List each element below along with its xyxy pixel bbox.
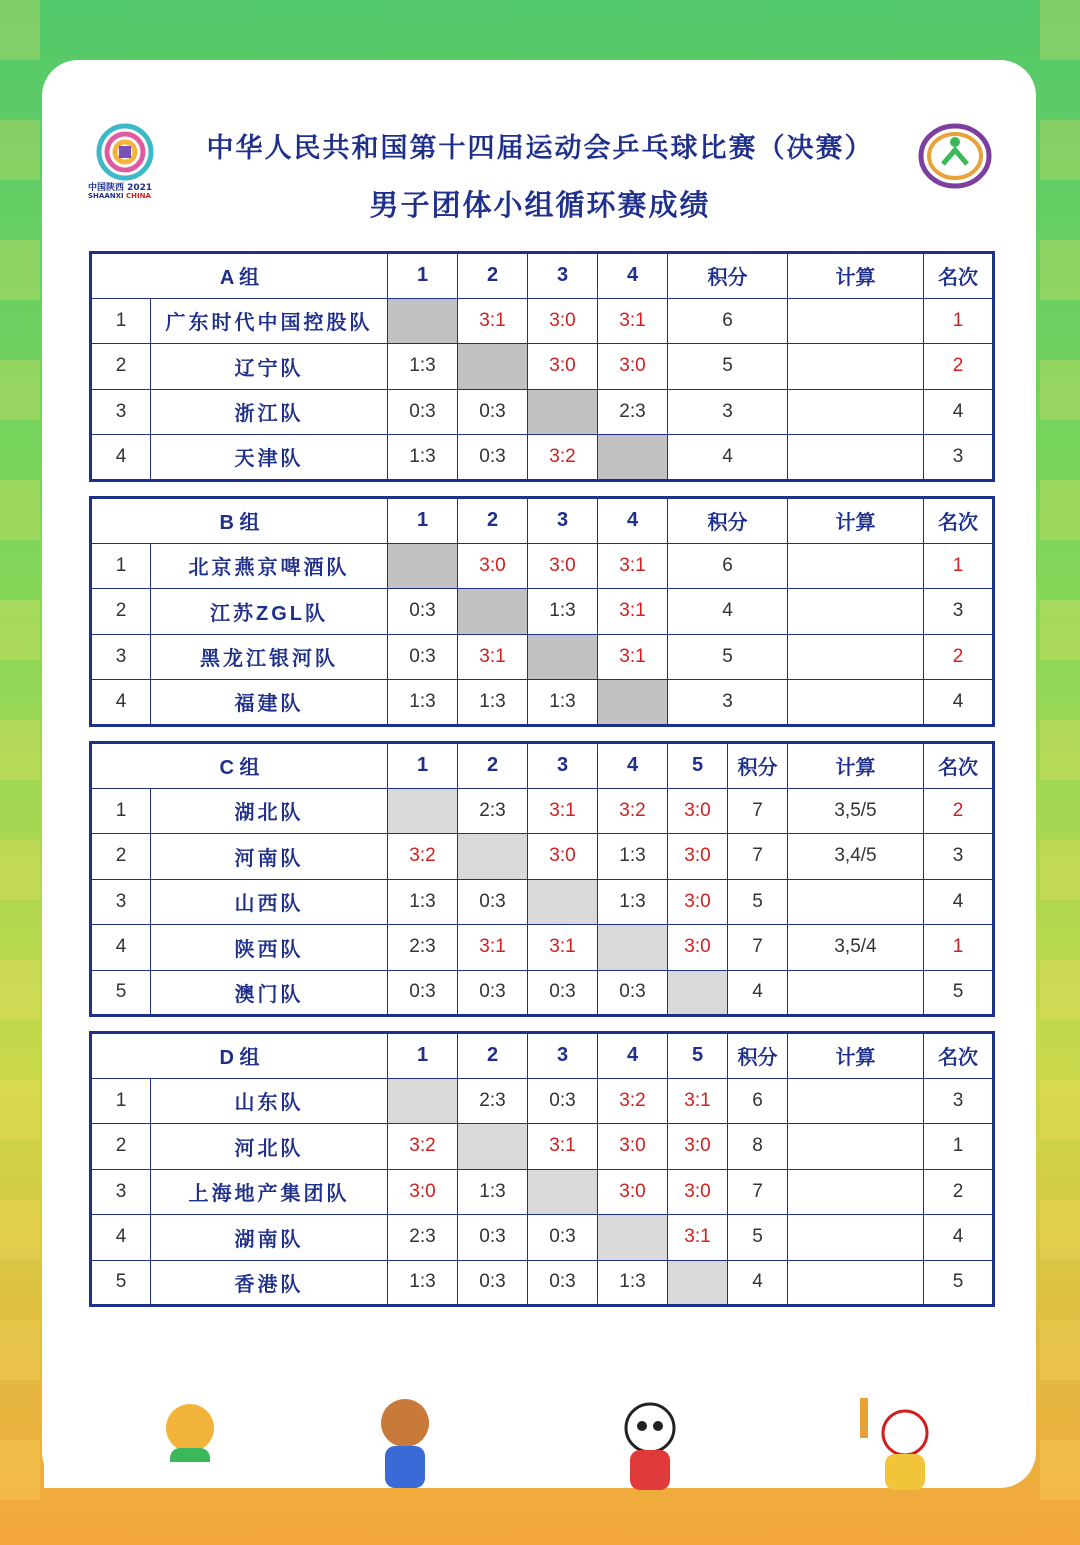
- match-score: 2:3: [458, 788, 528, 834]
- self-match-cell: [598, 1215, 668, 1261]
- row-number: 2: [91, 1124, 151, 1170]
- table-row: [91, 1169, 994, 1215]
- page-title: 中华人民共和国第十四届运动会乒乓球比赛（决赛）: [206, 133, 874, 164]
- row-number: 4: [91, 435, 151, 481]
- self-match-cell: [668, 1260, 728, 1306]
- match-score: 3:0: [598, 344, 668, 390]
- self-match-cell: [458, 834, 528, 880]
- match-score: 0:3: [458, 1260, 528, 1306]
- match-score: 3:0: [668, 925, 728, 971]
- match-score: 0:3: [528, 1260, 598, 1306]
- self-match-cell: [598, 435, 668, 481]
- table-row: [91, 879, 994, 925]
- self-match-cell: [598, 925, 668, 971]
- bottom-white-bar: [44, 1462, 304, 1488]
- column-header-opponent: 1: [388, 743, 458, 789]
- group-header-row: [91, 1033, 994, 1079]
- points-value: 7: [728, 1169, 788, 1215]
- rank-value: 1: [924, 298, 994, 344]
- column-header-opponent: 3: [528, 1033, 598, 1079]
- table-row: [91, 344, 994, 390]
- self-match-cell: [528, 879, 598, 925]
- match-score: 3:0: [528, 298, 598, 344]
- column-header-points: 积分: [728, 1033, 788, 1079]
- match-score: 3:1: [598, 634, 668, 680]
- match-score: 1:3: [388, 680, 458, 726]
- calc-value: [788, 1260, 924, 1306]
- points-value: 5: [728, 879, 788, 925]
- match-score: 3:1: [598, 589, 668, 635]
- team-name: 浙江队: [151, 389, 388, 435]
- points-value: 8: [728, 1124, 788, 1170]
- points-value: 5: [668, 344, 788, 390]
- points-value: 4: [668, 435, 788, 481]
- rank-value: 2: [924, 1169, 994, 1215]
- calc-value: [788, 435, 924, 481]
- group-name: C 组: [91, 743, 388, 789]
- match-score: 0:3: [598, 970, 668, 1016]
- team-name: 陕西队: [151, 925, 388, 971]
- column-header-rank: 名次: [924, 253, 994, 299]
- calc-value: [788, 543, 924, 589]
- rank-value: 5: [924, 1260, 994, 1306]
- table-row: [91, 1215, 994, 1261]
- column-header-points: 积分: [668, 498, 788, 544]
- group-table: [89, 741, 995, 1017]
- calc-value: [788, 389, 924, 435]
- match-score: 3:1: [458, 298, 528, 344]
- row-number: 3: [91, 1169, 151, 1215]
- rank-value: 4: [924, 879, 994, 925]
- match-score: 2:3: [388, 925, 458, 971]
- table-row: [91, 589, 994, 635]
- calc-value: [788, 970, 924, 1016]
- match-score: 3:0: [528, 344, 598, 390]
- points-value: 7: [728, 834, 788, 880]
- match-score: 1:3: [458, 1169, 528, 1215]
- column-header-opponent: 4: [598, 1033, 668, 1079]
- column-header-opponent: 1: [388, 498, 458, 544]
- table-row: [91, 634, 994, 680]
- column-header-opponent: 4: [598, 253, 668, 299]
- team-name: 天津队: [151, 435, 388, 481]
- column-header-opponent: 1: [388, 253, 458, 299]
- table-row: [91, 788, 994, 834]
- decor-stripe-right: [1040, 0, 1080, 1545]
- self-match-cell: [598, 680, 668, 726]
- match-score: 0:3: [528, 970, 598, 1016]
- rank-value: 4: [924, 680, 994, 726]
- column-header-opponent: 4: [598, 743, 668, 789]
- rank-value: 3: [924, 589, 994, 635]
- calc-value: 3,5/5: [788, 788, 924, 834]
- points-value: 4: [728, 1260, 788, 1306]
- match-score: 3:1: [458, 634, 528, 680]
- match-score: 1:3: [598, 879, 668, 925]
- self-match-cell: [388, 298, 458, 344]
- team-name: 香港队: [151, 1260, 388, 1306]
- team-name: 黑龙江银河队: [151, 634, 388, 680]
- match-score: 3:0: [668, 1169, 728, 1215]
- match-score: 3:0: [528, 834, 598, 880]
- match-score: 3:0: [598, 1124, 668, 1170]
- points-value: 3: [668, 680, 788, 726]
- match-score: 3:0: [668, 834, 728, 880]
- match-score: 3:1: [668, 1078, 728, 1124]
- points-value: 6: [668, 298, 788, 344]
- column-header-opponent: 2: [458, 1033, 528, 1079]
- table-row: [91, 543, 994, 589]
- calc-value: [788, 1215, 924, 1261]
- group-header-row: [91, 253, 994, 299]
- rank-value: 4: [924, 1215, 994, 1261]
- group-table: [89, 1031, 995, 1307]
- decor-stripe-left: [0, 0, 40, 1545]
- group-header-row: [91, 498, 994, 544]
- points-value: 6: [728, 1078, 788, 1124]
- self-match-cell: [388, 788, 458, 834]
- row-number: 5: [91, 1260, 151, 1306]
- group-name: A 组: [91, 253, 388, 299]
- row-number: 1: [91, 543, 151, 589]
- table-row: [91, 1260, 994, 1306]
- match-score: 3:0: [528, 543, 598, 589]
- points-value: 4: [728, 970, 788, 1016]
- match-score: 3:0: [668, 879, 728, 925]
- row-number: 4: [91, 1215, 151, 1261]
- column-header-opponent: 1: [388, 1033, 458, 1079]
- match-score: 2:3: [598, 389, 668, 435]
- match-score: 3:0: [458, 543, 528, 589]
- column-header-opponent: 5: [668, 743, 728, 789]
- group-header-row: [91, 743, 994, 789]
- self-match-cell: [388, 1078, 458, 1124]
- table-row: [91, 389, 994, 435]
- match-score: 1:3: [388, 435, 458, 481]
- row-number: 1: [91, 298, 151, 344]
- column-header-points: 积分: [668, 253, 788, 299]
- column-header-calc: 计算: [788, 1033, 924, 1079]
- column-header-calc: 计算: [788, 498, 924, 544]
- table-row: [91, 1078, 994, 1124]
- match-score: 1:3: [598, 1260, 668, 1306]
- match-score: 3:0: [668, 788, 728, 834]
- rank-value: 1: [924, 1124, 994, 1170]
- row-number: 5: [91, 970, 151, 1016]
- self-match-cell: [668, 970, 728, 1016]
- calc-value: 3,4/5: [788, 834, 924, 880]
- column-header-points: 积分: [728, 743, 788, 789]
- match-score: 0:3: [528, 1078, 598, 1124]
- self-match-cell: [458, 589, 528, 635]
- match-score: 0:3: [388, 634, 458, 680]
- column-header-rank: 名次: [924, 743, 994, 789]
- match-score: 3:2: [528, 435, 598, 481]
- table-row: [91, 680, 994, 726]
- page-subtitle: 男子团体小组循环赛成绩: [369, 188, 711, 222]
- calc-value: [788, 680, 924, 726]
- points-value: 5: [668, 634, 788, 680]
- match-score: 3:2: [598, 1078, 668, 1124]
- match-score: 3:1: [528, 788, 598, 834]
- column-header-opponent: 3: [528, 743, 598, 789]
- match-score: 3:1: [528, 1124, 598, 1170]
- match-score: 3:1: [598, 543, 668, 589]
- logo-text-line1: 中国陕西 2021: [88, 183, 153, 193]
- team-name: 湖北队: [151, 788, 388, 834]
- match-score: 0:3: [458, 389, 528, 435]
- calc-value: [788, 879, 924, 925]
- calc-value: [788, 1078, 924, 1124]
- match-score: 0:3: [458, 1215, 528, 1261]
- match-score: 3:0: [388, 1169, 458, 1215]
- match-score: 1:3: [388, 344, 458, 390]
- rank-value: 3: [924, 435, 994, 481]
- match-score: 2:3: [388, 1215, 458, 1261]
- team-name: 辽宁队: [151, 344, 388, 390]
- team-name: 山西队: [151, 879, 388, 925]
- row-number: 1: [91, 1078, 151, 1124]
- team-name: 湖南队: [151, 1215, 388, 1261]
- self-match-cell: [528, 634, 598, 680]
- rank-value: 2: [924, 634, 994, 680]
- column-header-opponent: 2: [458, 743, 528, 789]
- match-score: 1:3: [528, 589, 598, 635]
- calc-value: [788, 634, 924, 680]
- table-row: [91, 925, 994, 971]
- match-score: 1:3: [388, 1260, 458, 1306]
- match-score: 3:0: [598, 1169, 668, 1215]
- match-score: 0:3: [528, 1215, 598, 1261]
- table-row: [91, 970, 994, 1016]
- match-score: 2:3: [458, 1078, 528, 1124]
- match-score: 3:1: [598, 298, 668, 344]
- column-header-opponent: 2: [458, 253, 528, 299]
- team-name: 河南队: [151, 834, 388, 880]
- match-score: 1:3: [458, 680, 528, 726]
- calc-value: [788, 344, 924, 390]
- match-score: 3:1: [458, 925, 528, 971]
- match-score: 0:3: [388, 970, 458, 1016]
- row-number: 3: [91, 879, 151, 925]
- self-match-cell: [528, 389, 598, 435]
- calc-value: 3,5/4: [788, 925, 924, 971]
- logo-text-shaanxi: SHAANXI: [88, 192, 124, 200]
- self-match-cell: [458, 1124, 528, 1170]
- points-value: 4: [668, 589, 788, 635]
- row-number: 2: [91, 834, 151, 880]
- match-score: 0:3: [388, 389, 458, 435]
- points-value: 3: [668, 389, 788, 435]
- group-table: [89, 496, 995, 727]
- rank-value: 2: [924, 344, 994, 390]
- team-name: 澳门队: [151, 970, 388, 1016]
- match-score: 0:3: [458, 879, 528, 925]
- team-name: 福建队: [151, 680, 388, 726]
- points-value: 7: [728, 788, 788, 834]
- team-name: 广东时代中国控股队: [151, 298, 388, 344]
- column-header-rank: 名次: [924, 1033, 994, 1079]
- team-name: 北京燕京啤酒队: [151, 543, 388, 589]
- column-header-rank: 名次: [924, 498, 994, 544]
- match-score: 0:3: [458, 970, 528, 1016]
- points-value: 7: [728, 925, 788, 971]
- rank-value: 3: [924, 1078, 994, 1124]
- column-header-opponent: 5: [668, 1033, 728, 1079]
- row-number: 4: [91, 925, 151, 971]
- row-number: 2: [91, 589, 151, 635]
- group-table: [89, 251, 995, 482]
- team-name: 河北队: [151, 1124, 388, 1170]
- rank-value: 1: [924, 925, 994, 971]
- row-number: 2: [91, 344, 151, 390]
- team-name: 上海地产集团队: [151, 1169, 388, 1215]
- rank-value: 2: [924, 788, 994, 834]
- self-match-cell: [388, 543, 458, 589]
- match-score: 1:3: [388, 879, 458, 925]
- row-number: 4: [91, 680, 151, 726]
- calc-value: [788, 1169, 924, 1215]
- match-score: 3:2: [388, 1124, 458, 1170]
- calc-value: [788, 1124, 924, 1170]
- match-score: 0:3: [388, 589, 458, 635]
- row-number: 3: [91, 634, 151, 680]
- column-header-calc: 计算: [788, 743, 924, 789]
- rank-value: 1: [924, 543, 994, 589]
- rank-value: 3: [924, 834, 994, 880]
- table-row: [91, 1124, 994, 1170]
- match-score: 3:2: [598, 788, 668, 834]
- self-match-cell: [458, 344, 528, 390]
- rank-value: 4: [924, 389, 994, 435]
- calc-value: [788, 298, 924, 344]
- mascot-row: [0, 1388, 1080, 1508]
- group-name: B 组: [91, 498, 388, 544]
- match-score: 0:3: [458, 435, 528, 481]
- table-row: [91, 435, 994, 481]
- column-header-opponent: 3: [528, 253, 598, 299]
- team-name: 山东队: [151, 1078, 388, 1124]
- rank-value: 5: [924, 970, 994, 1016]
- column-header-opponent: 3: [528, 498, 598, 544]
- mascots-illustration-icon: [0, 1388, 1080, 1508]
- match-score: 3:1: [528, 925, 598, 971]
- match-score: 3:2: [388, 834, 458, 880]
- match-score: 1:3: [528, 680, 598, 726]
- row-number: 1: [91, 788, 151, 834]
- logo-text-china: CHINA: [126, 192, 151, 200]
- column-header-opponent: 2: [458, 498, 528, 544]
- calc-value: [788, 589, 924, 635]
- group-name: D 组: [91, 1033, 388, 1079]
- row-number: 3: [91, 389, 151, 435]
- points-value: 5: [728, 1215, 788, 1261]
- self-match-cell: [528, 1169, 598, 1215]
- column-header-calc: 计算: [788, 253, 924, 299]
- table-row: [91, 834, 994, 880]
- table-row: [91, 298, 994, 344]
- match-score: 3:0: [668, 1124, 728, 1170]
- team-name: 江苏ZGL队: [151, 589, 388, 635]
- match-score: 1:3: [598, 834, 668, 880]
- match-score: 3:1: [668, 1215, 728, 1261]
- column-header-opponent: 4: [598, 498, 668, 544]
- points-value: 6: [668, 543, 788, 589]
